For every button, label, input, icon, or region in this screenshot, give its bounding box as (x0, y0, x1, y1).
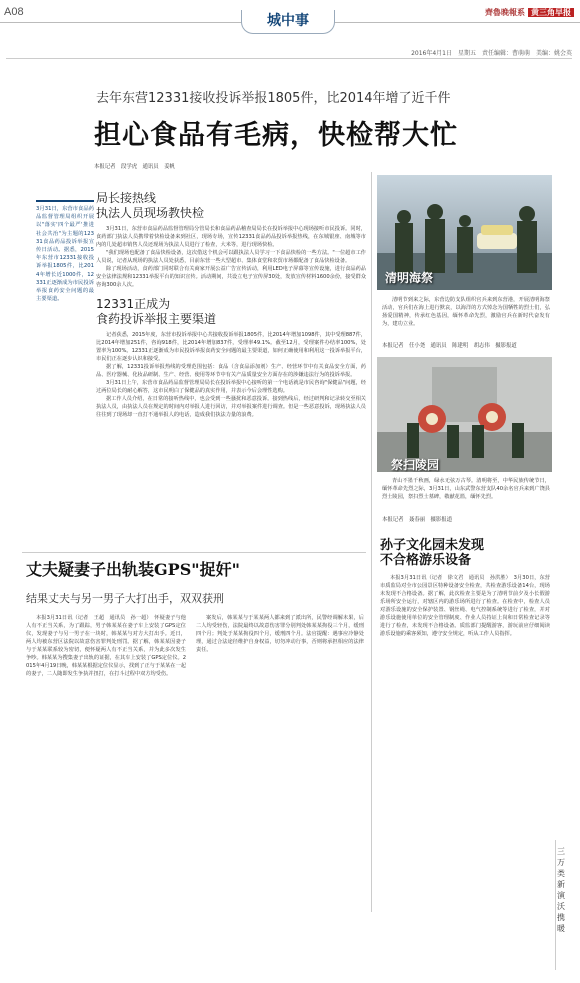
section-heading-1: 局长接热线 执法人员现场教快检 (96, 191, 205, 220)
section-heading-2: 12331正成为 食药投诉举报主要渠道 (96, 297, 217, 326)
paragraph: 记者获悉，2015年度，东营市投诉举报中心共接收投诉举报1805件，比2014年增加1098件，其中受理887件，比2014年增加251件，咨询918件，比2014年增加837件，受理率49.1%。截至12月，受理案件办结率100%，处置率为100%。12331正逐渐成为市民投诉举报食药安全问题的最主要渠道，如何正确使用和利用这一投诉举报平台，市民们正在逐步认识和接受。 (96, 332, 366, 362)
paragraph: 除了现场活动，食药部门同时联合有关商家开展公益广告宣传活动，利用LED电子屏幕等宣传设施，进行食品药品安全法律法规和12331举报平台的知识宣传。活动期间，共设立电子宣传屏30处，发放宣传材料1600余份，接受群众咨询300余人次。 (96, 266, 366, 288)
page-edge (555, 840, 556, 970)
lead-byline: 本报记者 段学虎 通讯员 姜帆 (94, 164, 175, 170)
logo-badge: 黄三角早报 (528, 8, 574, 17)
cemetery-image (377, 357, 552, 472)
bottom-story-title: 丈夫疑妻子出轨装GPS"捉奸" (26, 560, 240, 579)
right-story-title: 孙子文化园未发现 不合格游乐设备 (380, 538, 485, 568)
paragraph: 3月31日，东营市食品药品监督管理局分管局长和食品药品稽查局局长在投诉举报中心现场接听市民投诉。同时，食药部门执法人员携带着快检设备来到社区，现场专场，宣传12331食品药品投诉举报热线，在东城银座、南城等市内的几处超市销售人员还现场为执法人员进行了检查，大米等，进行现场快检。 (96, 226, 366, 248)
paragraph: "我们现场也配备了食品快检设备，这次借这个机会可以跟执法人员学习一下食品快检的一些方法。"一位超市工作人员说，记者从现场的执法人员处获悉，目前东营一些大型超市、集体食堂和农贸市场都配备了食品快检设备。 (96, 250, 366, 264)
paragraph: 3月31日上午，东营市食品药品监督管理局局长在投诉举报中心接听的第一个电话就是市民咨询"保健品"问题，经过两位局长的耐心解答，这市民明白了保健品的真实作用，并表示今后会理性选购。 (96, 380, 366, 394)
photo-byline: 本报记者 任小尧 通讯员 陈建明 胡志伟 摄影报道 (382, 343, 517, 349)
paragraph: 据了解，12331投诉举报热线的受理范围包括：食品（含食品添加剂）生产、经营环节中有关食品安全方面，药品、医疗器械、化妆品研制、生产、经营、使用等环节中有关产品质量安全方面存在的涉嫌违法行为的投诉举报。 (96, 364, 366, 378)
edition-meta: 2016年4月1日 星期五 责任编辑：曹萌萌 美编：姚会英 (411, 50, 572, 57)
divider (6, 58, 572, 59)
logo-text: 齊魯晚報系 (485, 8, 525, 17)
bottom-story-body-left: 本报3月31日讯（记者 王超 通讯员 孙一超） 怀疑妻子与他人有不正当关系，为了跟踪，男子韩某某在妻子车上安装了GPS定位仪，发现妻子与另一男子在一块时，韩某某与对方大打出手。近日，两人均被东营区法院以故意伤害罪判处刑罚。据了解，韩某某因妻子与于某某联系较为密切，便怀疑两人有不正当关系，并为此多次发生争吵。韩某某为搜集妻子出轨的证据，在其车上安装了GPS定位仪。2015年4月19日晚，韩某某根据定位仪显示，找到了正与于某某在一起的妻子，二人随即发生争执并扭打，在打斗过程中双方均受伤。 (26, 615, 186, 677)
adjacent-page-text: 三 万 类 新 演 沃 携 暖 (557, 847, 565, 933)
lead-summary-box (36, 200, 94, 400)
photo-byline: 本报记者 聂春丽 摄影报道 (382, 517, 453, 523)
right-story-body: 本报3月31日讯（记者 徐文君 通讯员 孙洪胜） 3月30日，东营市质监局对全市公园景区特种设备安全检查，共检查游乐设备14台，现场未发现不合格设备。据了解，此次检查主要是为了清明节前夕及小长假游乐场所安全运行，对辖区内的游乐场所进行了检查。在检查中，检查人员对游乐设施的安全保护装置、钢丝绳、电气控制系统等进行了检查，并对游乐设施使用单位的安全管理制度、作业人员持证上岗和日常检查记录等进行了检查，未发现不合格设备。质监部门提醒游客，游玩前应仔细阅读游乐设施的乘客须知，遵守安全规定，听从工作人员指挥。 (380, 575, 550, 637)
lead-body (96, 191, 366, 419)
lead-summary: 3月31日，东营市食品药品监督管理局组织开展以"落实'四个最严'推进社会共治"为主题的12331食品药品投诉举报宣传日活动。据悉，2015年东营市12331接收投诉举报1805件，比2014年增长近1000件，12331正逐渐成为市民投诉举报食药安全问题的最主要渠道。 (36, 206, 94, 303)
bottom-story-body-right: 案发后，韩某某与于某某两人都来到了派出所，民警经调解未果，后二人均受轻伤，法院最终以故意伤害罪分别判处韩某某拘役三个月，缓刑四个月；判处于某某拘役四个月，缓刑四个月。法官提醒：遇事应冷静处理，通过合法途径维护自身权益，切勿冲动行事，否则将承担相应的法律责任。 (196, 615, 364, 653)
photo-sea-memorial (377, 175, 552, 290)
photo-label: 清明海祭 (385, 271, 434, 285)
paragraph: 据工作人员介绍，在日常的接听热线中，也会受到一些骚扰和恶意投诉。接到热线后，经过研判和记录转交至相关执法人员，由执法人员在规定的时间内对举报人进行回访，并对举报案件进行调查。但是一些恶意投诉，现场执法人员往往到了现场却一直打不通举报人的电话，造成我们执法力量的浪费。 (96, 396, 366, 418)
divider (22, 552, 366, 553)
bottom-story-subtitle: 结果丈夫与另一男子大打出手，双双获刑 (26, 592, 224, 605)
lead-subtitle: 去年东营12331接收投诉举报1805件，比2014年增了近千件 (96, 91, 451, 106)
photo-cemetery (377, 357, 552, 472)
section-title: 城中事 (241, 10, 335, 34)
column-divider (371, 172, 372, 912)
page-number: A08 (4, 6, 24, 18)
photo-caption: 青山不墨千秋画，绿水无弦万古琴。清明将至，中华民族传统节日，缅怀革命先烈之际，3月31日，山东武警东营支队40余名官兵来到广饶县烈士陵园，祭扫烈士墓碑，敬献花篮，缅怀先烈。 (382, 478, 550, 500)
photo-label: 祭扫陵园 (391, 458, 440, 472)
lead-title: 担心食品有毛病，快检帮大忙 (94, 120, 458, 151)
newspaper-logo (485, 7, 574, 18)
photo-caption: 清明节到来之际，东营边防支队组织官兵来到东营港，开展清明海祭活动，官兵们在海上进行默哀，以海洋的方式悼念为国牺牲的烈士们，弘扬爱国精神，传承红色基因，缅怀革命先烈，激励官兵在新时代奋发有为，建功立业。 (382, 297, 550, 327)
